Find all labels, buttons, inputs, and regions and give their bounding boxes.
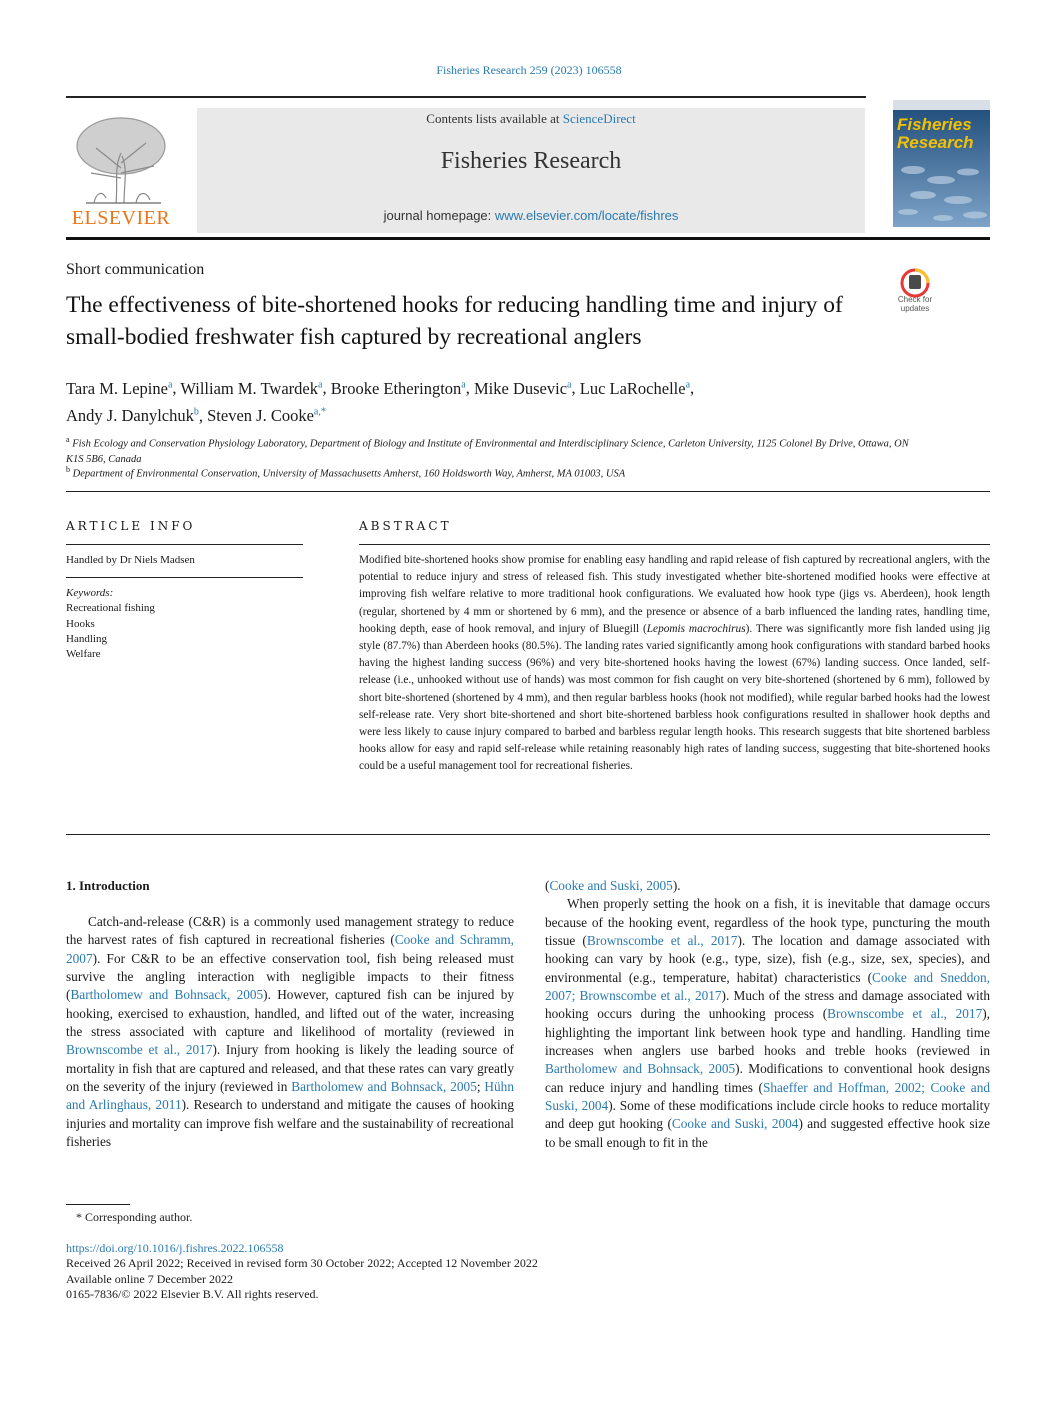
affiliation-a: $^a$ Fish Ecology and Conservation Physiology Laboratory, Department of Biology and Institute of Environmental and Interdisciplinary Science, Carleton University, 1125 Colonel By Drive, Ottawa, ON K1S 5B6, Canada (66, 435, 909, 465)
intro-right-column (545, 877, 990, 1152)
author[interactable]: Luc LaRochelle$^a$ (579, 378, 691, 398)
author[interactable]: Brooke Etherington$^a$ (330, 378, 466, 398)
divider (66, 834, 990, 835)
keyword: Handling (66, 632, 107, 645)
check-updates-line-1: Check for (897, 295, 933, 304)
keywords-label: Keywords: (66, 587, 114, 599)
author[interactable]: Andy J. Danylchuk$^b$ (66, 406, 199, 425)
citation-link[interactable]: Cooke and Sneddon, 2007; Brownscombe et al., 2017 (545, 969, 990, 1004)
citation-link[interactable]: Cooke and Suski, 2005 (549, 878, 673, 893)
intro-continuation: (Cooke and Suski, 2005). (545, 878, 681, 893)
cover-art (893, 100, 990, 227)
homepage-link[interactable]: www.elsevier.com/locate/fishres (494, 208, 679, 223)
author[interactable]: Tara M. Lepine$^a$ (66, 378, 173, 398)
affiliation-b: $^b$ Department of Environmental Conservation, University of Massachusetts Amherst, 160 Holdsworth Way, Amherst, MA 01003, USA (66, 465, 626, 480)
contents-prefix: Contents lists available at (426, 111, 563, 126)
journal-reference[interactable]: Fisheries Research 259 (2023) 106558 (436, 63, 622, 77)
publication-info (66, 1241, 538, 1302)
intro-paragraph-1: Catch-and-release (C&R) is a commonly used management strategy to reduce the harvest rates of fish captured in recreational fisheries (Cooke and Schramm, 2007). For C&R to be an effective conservation tool, fish being released must survive the angling interaction with negligible impacts to their fitness (Bartholomew and Bohnsack, 2005). However, captured fish can be injured by hooking, exercised to exhaustion, handled, and lifted out of the water, increasing the stress associated with capture and likelihood of mortality (reviewed in Brownscombe et al., 2017). Injury from hooking is likely the leading source of mortality in fish that are captured and released, and that these rates can vary greatly on the severity of the injury (reviewed in Bartholomew and Bohnsack, 2005; Hühn and Arlinghaus, 2011). Research to understand and mitigate the causes of hooking injuries and mortality can improve fish welfare and the sustainability of recreational fisheries (66, 914, 514, 1150)
sciencedirect-link[interactable]: ScienceDirect (562, 111, 636, 126)
citation-link[interactable]: Brownscombe et al., 2017 (586, 933, 738, 949)
section-heading-introduction: 1. Introduction (66, 878, 150, 893)
author-list: Tara M. Lepine$^a$, William M. Twardek$^a$, Brooke Etherington$^a$, Mike Dusevic$^a$, Luc LaRochelle$^a$, Andy J. Danylchuk$^b$, Steven J. Cooke$^{a,*}$ (66, 378, 695, 425)
intro-paragraph-2: When properly setting the hook on a fish, it is inevitable that damage occurs because of the hooking event, regardless of the hook type, puncturing the mouth tissue (Brownscombe et al., 2017). The location and damage associated with hooking can vary by hook (e.g., type, size), fish (e.g., size, sex, species), and environmental (e.g., temperature, habitat) characteristics (Cooke and Sneddon, 2007; Brownscombe et al., 2017). Much of the stress and damage associated with hooking occurs during the unhooking process (Brownscombe et al., 2017), highlighting the important link between hook type and handling. Handling time increases when anglers use barbed hooks and treble hooks (reviewed in Bartholomew and Bohnsack, 2005). Modifications to conventional hook designs can reduce injury and handling times (Shaeffer and Hoffman, 2002; Cooke and Suski, 2004). Some of these modifications include circle hooks to reduce mortality and deep gut hooking (Cooke and Suski, 2004) and suggested effective hook size to be small enough to fit in the (545, 896, 991, 1150)
keywords-block (66, 586, 155, 662)
article-type: Short communication (66, 261, 205, 278)
citation-link[interactable]: Bartholomew and Bohnsack, 2005 (70, 987, 264, 1003)
intro-left-column (66, 913, 514, 1151)
copyright: 0165-7836/© 2022 Elsevier B.V. All rights reserved. (66, 1286, 319, 1301)
homepage-line (197, 208, 865, 223)
check-for-updates-label[interactable] (888, 295, 942, 313)
check-updates-line-2: updates (900, 304, 930, 313)
abstract-text: Modified bite-shortened hooks show promise for enabling easy handling and rapid release of fish captured by recreational anglers, with the potential to reduce injury and stress of released fish. This study investigated whether bite-shortened modified hooks were effective at improving fish welfare relative to more traditional hook configurations. We evaluated how hook type (jigs vs. Aberdeen), hook length (regular, shortened by 4 mm or shortened by 6 mm), and the presence or absence of a barb influenced the landing rates, handling time, hooking depth, ease of hook removal, and injury of Bluegill (Lepomis macrochirus). There was significantly more fish landed using jig style (87.7%) than Aberdeen hooks (80.5%). The landing rates varied significantly among hook configurations with standard barbed hooks having the highest landing success (96%) and very bite-shortened hooks having the lowest (67%) landing success. Once landed, self-release (i.e., unhooked without use of hands) was most common for fish caught on very bite-shortened (shortened by 6 mm), followed by short bite-shortened (shortened by 4 mm), and then regular barbless hooks (hook not modified), while regular barbed hooks had the lowest self-release rate. Very short bite-shortened and short bite-shortened barbless hook configurations resulted in shallower hook depths and were less likely to cause injury compared to barbed and barbless regular length hooks. This research suggests that bite shortened barbless hooks allow for easy and rapid self-release while retaining reasonably high rates of landing success, suggesting that bite-shortened hooks could be a useful management tool for recreational fisheries. (359, 554, 990, 773)
divider (66, 577, 303, 578)
homepage-prefix: journal homepage: (383, 208, 495, 223)
publisher-name: ELSEVIER (71, 207, 171, 229)
keyword: Recreational fishing (66, 602, 155, 615)
header-top-rule (66, 96, 866, 98)
journal-name: Fisheries Research (440, 148, 622, 174)
article-title: The effectiveness of bite-shortened hooks for reducing handling time and injury of small-bodied freshwater fish captured by recreational anglers (66, 292, 843, 350)
author[interactable]: Mike Dusevic$^a$ (474, 378, 572, 398)
doi-link[interactable]: https://doi.org/10.1016/j.fishres.2022.106558 (66, 1241, 284, 1255)
keyword: Welfare (66, 648, 101, 661)
citation-link[interactable]: Hühn and Arlinghaus, 2011 (66, 1079, 514, 1113)
divider (359, 544, 990, 545)
citation-link[interactable]: Cooke and Schramm, 2007 (66, 932, 514, 966)
contents-line (197, 111, 865, 127)
journal-cover-image (893, 100, 990, 227)
available-online: Available online 7 December 2022 (66, 1271, 234, 1286)
citation-link[interactable]: Cooke and Suski, 2004 (671, 1116, 799, 1132)
author[interactable]: Steven J. Cooke$^{a,*}$ (207, 406, 326, 425)
citation-link[interactable]: Bartholomew and Bohnsack, 2005 (291, 1079, 477, 1095)
corresponding-author-footnote: * Corresponding author. (76, 1210, 193, 1224)
footnote-rule (66, 1204, 130, 1205)
keyword: Hooks (66, 617, 95, 630)
divider (66, 491, 990, 492)
abstract-heading: ABSTRACT (359, 519, 452, 533)
handled-by: Handled by Dr Niels Madsen (66, 554, 195, 566)
citation-link[interactable]: Bartholomew and Bohnsack, 2005 (545, 1061, 736, 1077)
citation-link[interactable]: Shaeffer and Hoffman, 2002; Cooke and Suski, 2004 (545, 1079, 990, 1114)
article-info-heading: ARTICLE INFO (66, 519, 196, 533)
citation-link[interactable]: Brownscombe et al., 2017 (66, 1042, 213, 1058)
cover-title-1: Fisheries (897, 115, 972, 134)
divider (66, 544, 303, 545)
header-bottom-rule (66, 237, 990, 240)
received-dates: Received 26 April 2022; Received in revised form 30 October 2022; Accepted 12 November 2022 (66, 1256, 538, 1271)
citation-link[interactable]: Brownscombe et al., 2017 (827, 1006, 983, 1022)
author[interactable]: William M. Twardek$^a$ (180, 378, 323, 398)
cover-title-2: Research (897, 133, 974, 152)
journal-header-box (197, 108, 865, 233)
